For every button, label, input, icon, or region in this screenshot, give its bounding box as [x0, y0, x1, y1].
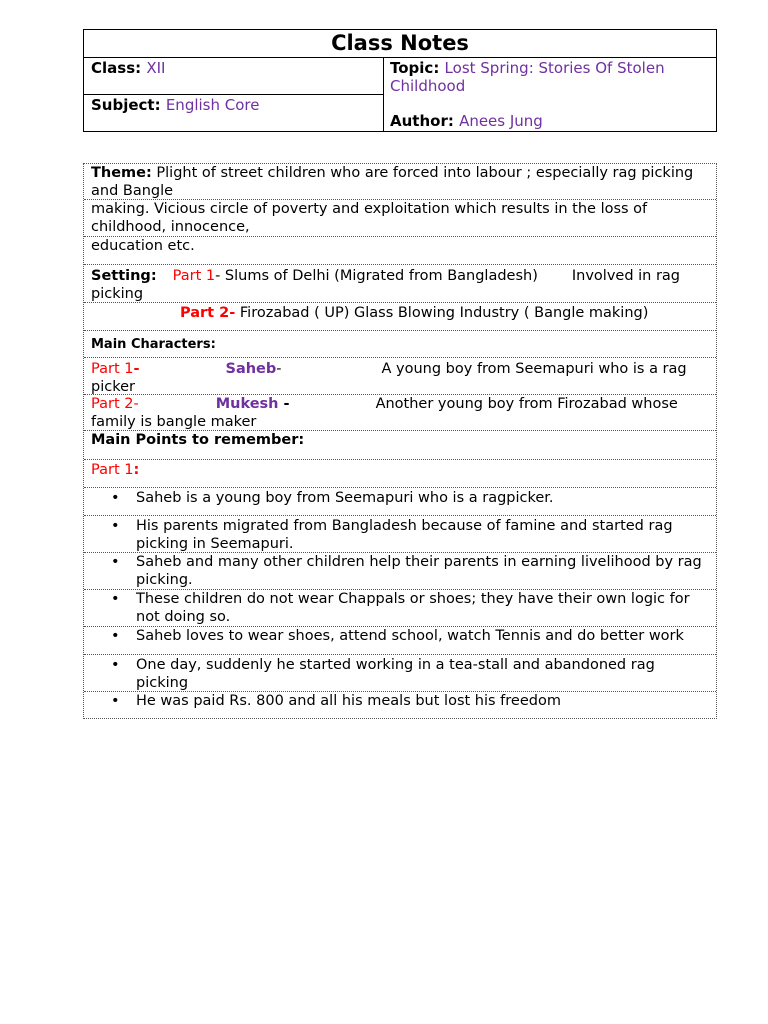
setting-part-1-text: - Slums of Delhi (Migrated from Bangladesh)	[215, 268, 538, 284]
subject-cell	[84, 95, 383, 132]
bullet-icon: •	[111, 490, 120, 506]
list-item	[84, 627, 716, 655]
author-value: Anees Jung	[459, 112, 543, 130]
bullet-icon: •	[111, 554, 120, 570]
point-text: These children do not wear Chappals or shoes; they have their own logic for not doing so.	[136, 591, 690, 625]
list-item	[84, 692, 716, 718]
character-1-desc: A young boy from Seemapuri who is a rag picker	[91, 361, 687, 395]
bullet-icon: •	[111, 518, 120, 534]
points-heading: Main Points to remember:	[91, 432, 305, 448]
topic-author-cell	[384, 58, 716, 131]
character-1-name: Saheb	[225, 361, 277, 377]
bullet-icon: •	[111, 693, 120, 709]
setting-row-1	[84, 265, 716, 303]
theme-line-2: making. Vicious circle of poverty and exploitation which results in the loss of childhood, innocence,	[91, 201, 648, 235]
character-1-dash: -	[133, 361, 140, 377]
character-2-desc: Another young boy from Firozabad whose family is bangle maker	[91, 396, 678, 430]
bullet-icon: •	[111, 591, 120, 607]
theme-line-3: education etc.	[91, 238, 195, 254]
list-item	[84, 553, 716, 590]
points-part-colon: :	[133, 462, 140, 478]
theme-row-2	[84, 200, 716, 237]
class-label: Class:	[91, 59, 147, 77]
page-title: Class Notes	[84, 30, 716, 58]
class-cell	[84, 58, 383, 95]
class-value: XII	[146, 59, 166, 77]
character-1-part: Part 1	[91, 361, 134, 377]
setting-part-2-text: Firozabad ( UP) Glass Blowing Industry ( Bangle making)	[235, 305, 649, 321]
setting-label: Setting:	[91, 268, 157, 284]
character-1-name-dash: -	[276, 361, 282, 377]
subject-label: Subject:	[91, 96, 166, 114]
author-label: Author:	[390, 112, 460, 130]
character-row-1	[84, 358, 716, 395]
setting-part-1-label: Part 1	[172, 268, 216, 284]
point-text: He was paid Rs. 800 and all his meals but lost his freedom	[136, 693, 561, 709]
character-2-name: Mukesh	[215, 396, 279, 412]
theme-label: Theme:	[91, 165, 152, 181]
theme-row	[84, 164, 716, 200]
point-text: His parents migrated from Bangladesh because of famine and started rag picking in Seemapuri.	[136, 518, 673, 552]
bullet-icon: •	[111, 657, 120, 673]
header-table	[83, 29, 717, 132]
points-part-label: Part 1	[91, 462, 134, 478]
point-text: Saheb loves to wear shoes, attend school, watch Tennis and do better work	[136, 628, 684, 644]
character-row-2	[84, 395, 716, 431]
point-text: Saheb and many other children help their parents in earning livelihood by rag picking.	[136, 554, 702, 588]
character-2-name-dash: -	[278, 396, 290, 412]
subject-value: English Core	[165, 96, 260, 114]
topic-value: Lost Spring: Stories Of Stolen Childhood	[390, 59, 665, 95]
points-heading-row	[84, 431, 716, 460]
list-item	[84, 516, 716, 553]
list-item	[84, 488, 716, 516]
setting-part-2-label: Part 2-	[180, 305, 236, 321]
character-2-part: Part 2-	[91, 396, 139, 412]
list-item	[84, 590, 716, 627]
topic-label: Topic:	[390, 59, 445, 77]
notes-table	[83, 163, 717, 719]
bullet-icon: •	[111, 628, 120, 644]
points-part-row	[84, 460, 716, 488]
point-text: One day, suddenly he started working in a tea-stall and abandoned rag picking	[136, 657, 655, 691]
point-text: Saheb is a young boy from Seemapuri who is a ragpicker.	[136, 490, 554, 506]
characters-heading: Main Characters:	[91, 337, 216, 352]
theme-line-1: Plight of street children who are forced into labour ; especially rag picking and Bangle	[91, 165, 694, 199]
list-item	[84, 655, 716, 692]
setting-part-1-extra: Involved in rag picking	[91, 268, 681, 302]
theme-row-3	[84, 237, 716, 265]
setting-row-2	[84, 303, 716, 331]
characters-heading-row	[84, 331, 716, 358]
